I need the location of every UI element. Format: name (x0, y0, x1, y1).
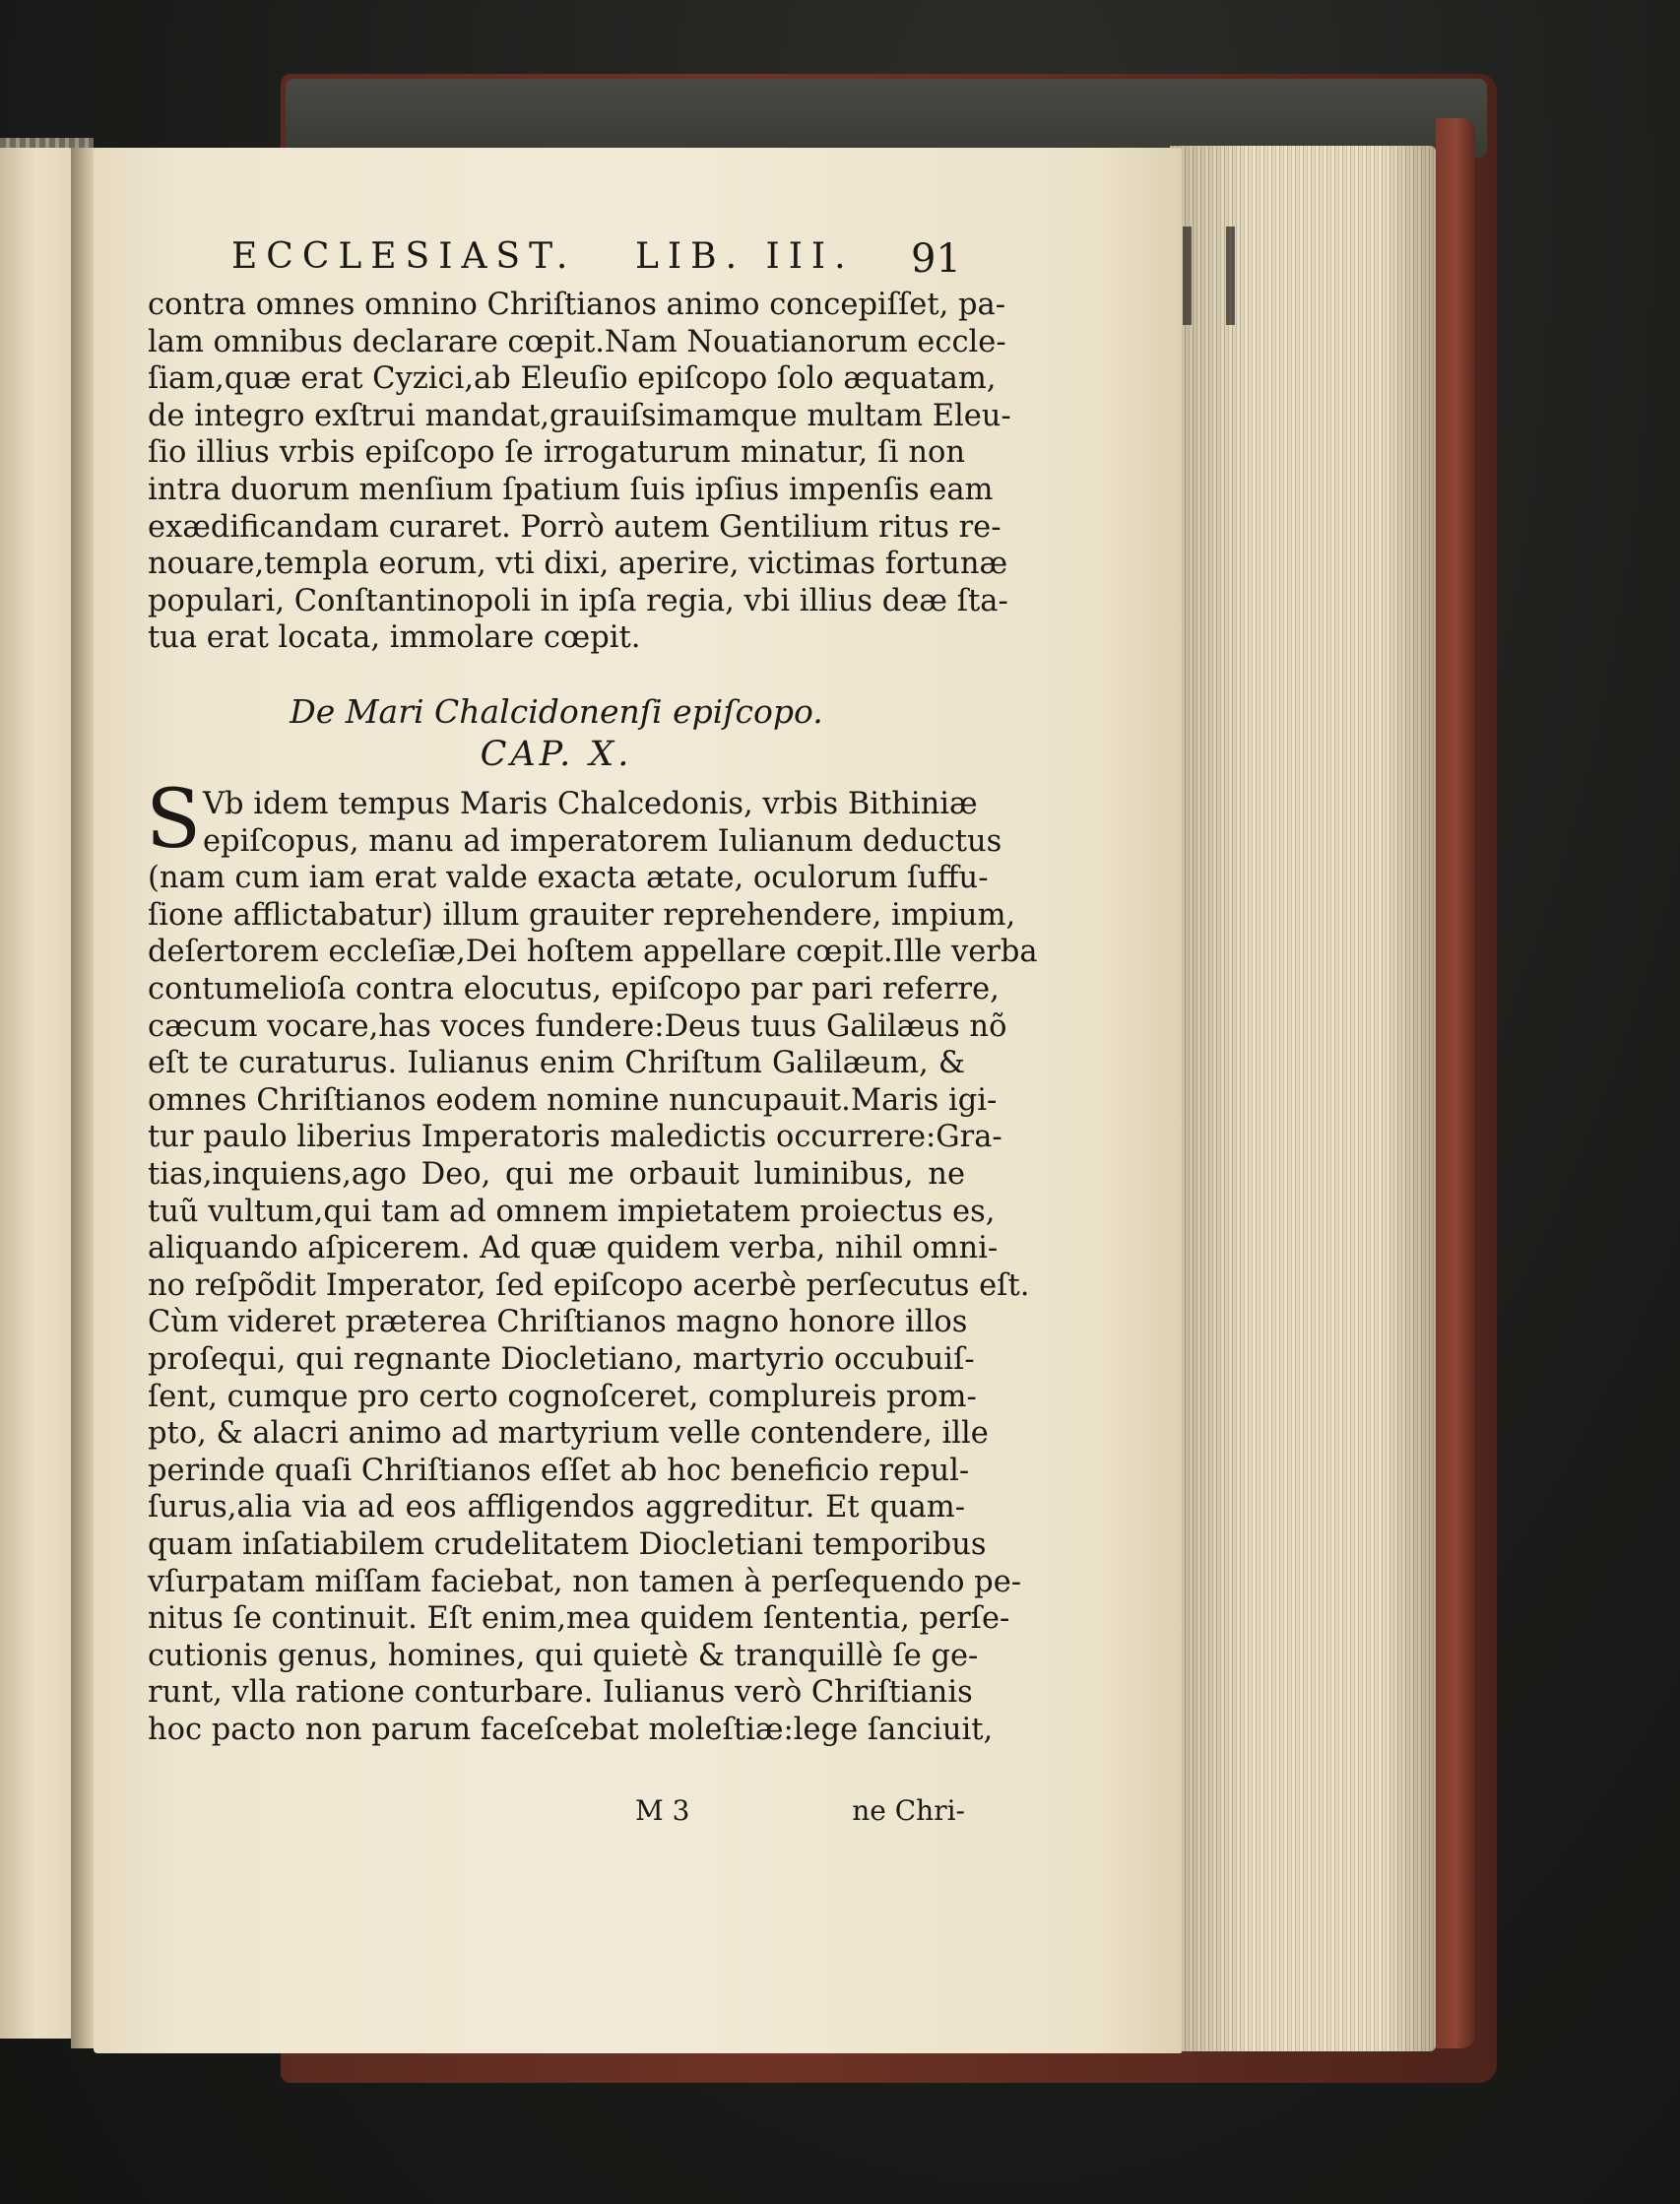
text-line: Vb idem tempus Maris Chalcedonis, vrbis Bithiniæ (203, 787, 978, 821)
text-line: de integro exſtrui mandat,grauiſsimamque multam Eleu- (148, 398, 1011, 433)
chapter-title: De Mari Chalcidonenſi epiſcopo. (290, 692, 823, 731)
text-line: hoc pacto non parum faceſcebat moleſtiæ:lege ſanciuit, (148, 1713, 994, 1747)
text-line: quam inſatiabilem crudelitatem Diocletiani temporibus (148, 1527, 987, 1562)
text-line: cutionis genus, homines, qui quietè & tranquillè ſe ge- (148, 1638, 979, 1673)
text-line: lam omnibus declarare cœpit.Nam Nouatianorum eccle- (148, 324, 1006, 359)
text-line: eſt te curaturus. Iulianus enim Chriſtum Galilæum, & (148, 1046, 965, 1081)
text-line: cæcum vocare,has voces fundere:Deus tuus Galilæus nõ (148, 1008, 1007, 1044)
drop-cap: S (146, 773, 202, 867)
text-line: runt, vlla ratione conturbare. Iulianus verò Chriſtianis (148, 1675, 973, 1711)
text-line: nitus ſe continuit. Eſt enim,mea quidem ſententia, perſe- (148, 1601, 1010, 1637)
chapter-number: CAP. X. (480, 735, 633, 774)
text-line: populari, Conſtantinopoli in ipſa regia, vbi illius deæ ſta- (148, 583, 1008, 618)
text-line: Cùm videret præterea Chriſtianos magno honore illos (148, 1305, 968, 1340)
header-book: LIB. III. (635, 236, 855, 277)
text-line: tuũ vultum,qui tam ad omnem impietatem proiectus es, (148, 1194, 996, 1229)
text-line: ſiam,quæ erat Cyzici,ab Eleuſio epiſcopo ſolo æquatam, (148, 361, 997, 397)
text-line: perinde quaſi Chriſtianos eſſet ab hoc beneficio repul- (148, 1453, 970, 1488)
text-line: proſequi, qui regnante Diocletiano, martyrio occubuiſ- (148, 1342, 975, 1377)
text-line: ſio illius vrbis epiſcopo ſe irrogaturum minatur, ſi non (148, 435, 965, 471)
text-line: contumelioſa contra elocutus, epiſcopo par pari referre, (148, 972, 1000, 1006)
text-line: pto, & alacri animo ad martyrium velle contendere, ille (148, 1416, 989, 1452)
thumb-tabs (1177, 227, 1246, 335)
text-line: tua erat locata, immolare cœpit. (148, 620, 641, 656)
page-footer (148, 1794, 965, 1834)
text-line: ſione afflictabatur) illum grauiter reprehendere, impium, (148, 897, 1016, 933)
page-number: 91 (911, 236, 961, 282)
text-line: contra omnes omnino Chriſtianos animo concepiſſet, pa- (148, 288, 1006, 322)
text-line: epiſcopus, manu ad imperatorem Iulianum deductus (203, 823, 1002, 859)
text-line: ſurus,alia via ad eos affligendos aggreditur. Et quam- (148, 1490, 965, 1525)
text-line: exædificandam curaret. Porrò autem Gentilium ritus re- (148, 509, 1002, 545)
left-page-edge (0, 148, 79, 2039)
text-line: ſent, cumque pro certo cognoſceret, complureis prom- (148, 1379, 977, 1414)
catchword: ne Chri- (852, 1794, 965, 1827)
text-line: deſertorem eccleſiæ,Dei hoſtem appellare cœpit.Ille verba (148, 935, 1038, 970)
binding-edge (1436, 118, 1475, 2048)
text-line: (nam cum iam erat valde exacta ætate, oculorum ſuffu- (148, 861, 989, 896)
text-line: no reſpõdit Imperator, ſed epiſcopo acerbè perſecutus eſt. (148, 1267, 1030, 1303)
text-line: omnes Chriſtianos eodem nomine nuncupauit.Maris igi- (148, 1082, 998, 1118)
signature-mark: M 3 (635, 1794, 690, 1827)
text-line: nouare,templa eorum, vti dixi, aperire, victimas fortunæ (148, 547, 1008, 582)
text-line: intra duorum menſium ſpatium ſuis ipſius impenſis eam (148, 473, 994, 507)
text-line: tias,inquiens,ago Deo, qui me orbauit luminibus, ne (148, 1157, 965, 1192)
text-line: tur paulo liberius Imperatoris maledictis occurrere:Gra- (148, 1120, 1002, 1155)
header-title: ECCLESIAST. (231, 236, 577, 277)
fore-edge-shading (1170, 146, 1436, 2051)
page-body (146, 0, 1038, 2204)
text-line: aliquando aſpicerem. Ad quæ quidem verba, nihil omni- (148, 1231, 999, 1266)
text-line: vſurpatam miſſam faciebat, non tamen à perſequendo pe- (148, 1564, 1022, 1599)
